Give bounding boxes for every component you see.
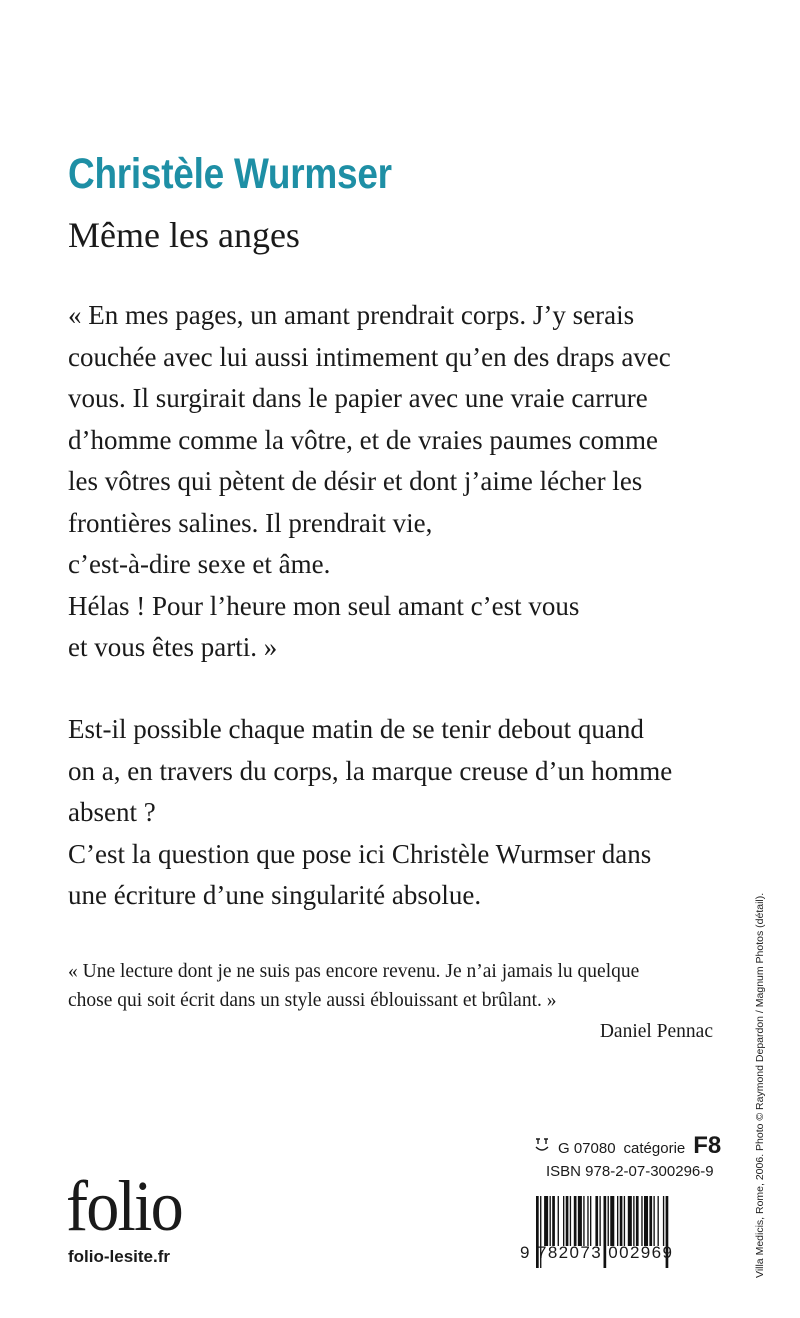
barcode-bar (552, 1196, 555, 1246)
barcode-bar (558, 1196, 559, 1246)
barcode-bar (610, 1196, 614, 1246)
review-line: « Une lecture dont je ne suis pas encore revenu. Je n’ai jamais lu quelque (68, 961, 640, 982)
barcode-bar (633, 1196, 634, 1246)
category-label: catégorie (623, 1140, 686, 1157)
barcode-bar (658, 1196, 659, 1246)
barcode-bar (649, 1196, 652, 1246)
excerpt-line: couchée avec lui aussi intimement qu’en des draps avec (68, 341, 671, 372)
excerpt-line: Hélas ! Pour l’heure mon seul amant c’est vous (68, 590, 580, 621)
review-line: chose qui soit écrit dans un style aussi éblouissant et brûlant. » (68, 989, 557, 1011)
barcode-bar (620, 1196, 623, 1246)
blurb-line: on a, en travers du corps, la marque creuse d’un homme (68, 755, 673, 786)
excerpt-line: c’est-à-dire sexe et âme. (68, 549, 331, 579)
blurb-line: absent ? (68, 797, 156, 827)
author-name: Christèle Wurmser (68, 150, 392, 198)
blurb-line: une écriture d’une singularité absolue. (68, 880, 482, 910)
book-title: Même les anges (68, 215, 300, 255)
barcode-digits: 9 782073 002969 (520, 1243, 674, 1262)
excerpt-line: les vôtres qui pètent de désir et dont j’aime lécher les (68, 466, 643, 496)
catalog-code-line (534, 1132, 721, 1160)
excerpt-line: d’homme comme la vôtre, et de vraies paumes comme (68, 424, 659, 455)
barcode-bar (570, 1196, 571, 1246)
publisher-logo: folio (66, 1166, 182, 1246)
blurb (68, 709, 748, 917)
blurb-line: C’est la question que pose ici Christèle Wurmser dans (68, 838, 652, 869)
catalog-code: G 07080 (558, 1140, 616, 1157)
excerpt-line: « En mes pages, un amant prendrait corps. J’y serais (68, 300, 635, 330)
barcode-bar (583, 1196, 584, 1246)
excerpt-quote (68, 295, 748, 669)
photo-credit: Villa Medicis, Rome, 2006. Photo © Raymond Depardon / Magnum Photos (détail). (754, 892, 766, 1278)
review-quote (68, 958, 728, 1015)
barcode-bar (663, 1196, 664, 1246)
barcode-bar (653, 1196, 654, 1246)
barcode-bar (608, 1196, 609, 1246)
barcode-bar (624, 1196, 625, 1246)
barcode-bar (636, 1196, 639, 1246)
excerpt-line: vous. Il surgirait dans le papier avec une vraie carrure (68, 383, 648, 413)
barcode-bar (578, 1196, 582, 1246)
barcode-bar (550, 1196, 551, 1246)
barcode-bar (599, 1196, 600, 1246)
isbn: ISBN 978-2-07-300296-9 (546, 1163, 714, 1180)
barcode-bar (595, 1196, 598, 1246)
publisher-website: folio-lesite.fr (68, 1247, 171, 1266)
barcode-bar (628, 1196, 632, 1246)
reviewer-name: Daniel Pennac (599, 1021, 713, 1042)
excerpt-line: frontières salines. Il prendrait vie, (68, 507, 433, 538)
category-code: F8 (693, 1132, 722, 1159)
barcode-bar (644, 1196, 648, 1246)
barcode-bar (563, 1196, 564, 1246)
photo-credit-container (752, 828, 768, 1278)
barcode-bar (590, 1196, 591, 1246)
barcode-bar (587, 1196, 588, 1246)
barcode-bar (617, 1196, 618, 1246)
gallimard-mark-icon (534, 1137, 550, 1156)
barcode-bar (641, 1196, 642, 1246)
barcode-bar (566, 1196, 569, 1246)
barcode-bar (574, 1196, 577, 1246)
excerpt-line: et vous êtes parti. » (68, 632, 278, 662)
barcode-bar (544, 1196, 548, 1246)
blurb-line: Est-il possible chaque matin de se tenir debout quand (68, 714, 644, 744)
